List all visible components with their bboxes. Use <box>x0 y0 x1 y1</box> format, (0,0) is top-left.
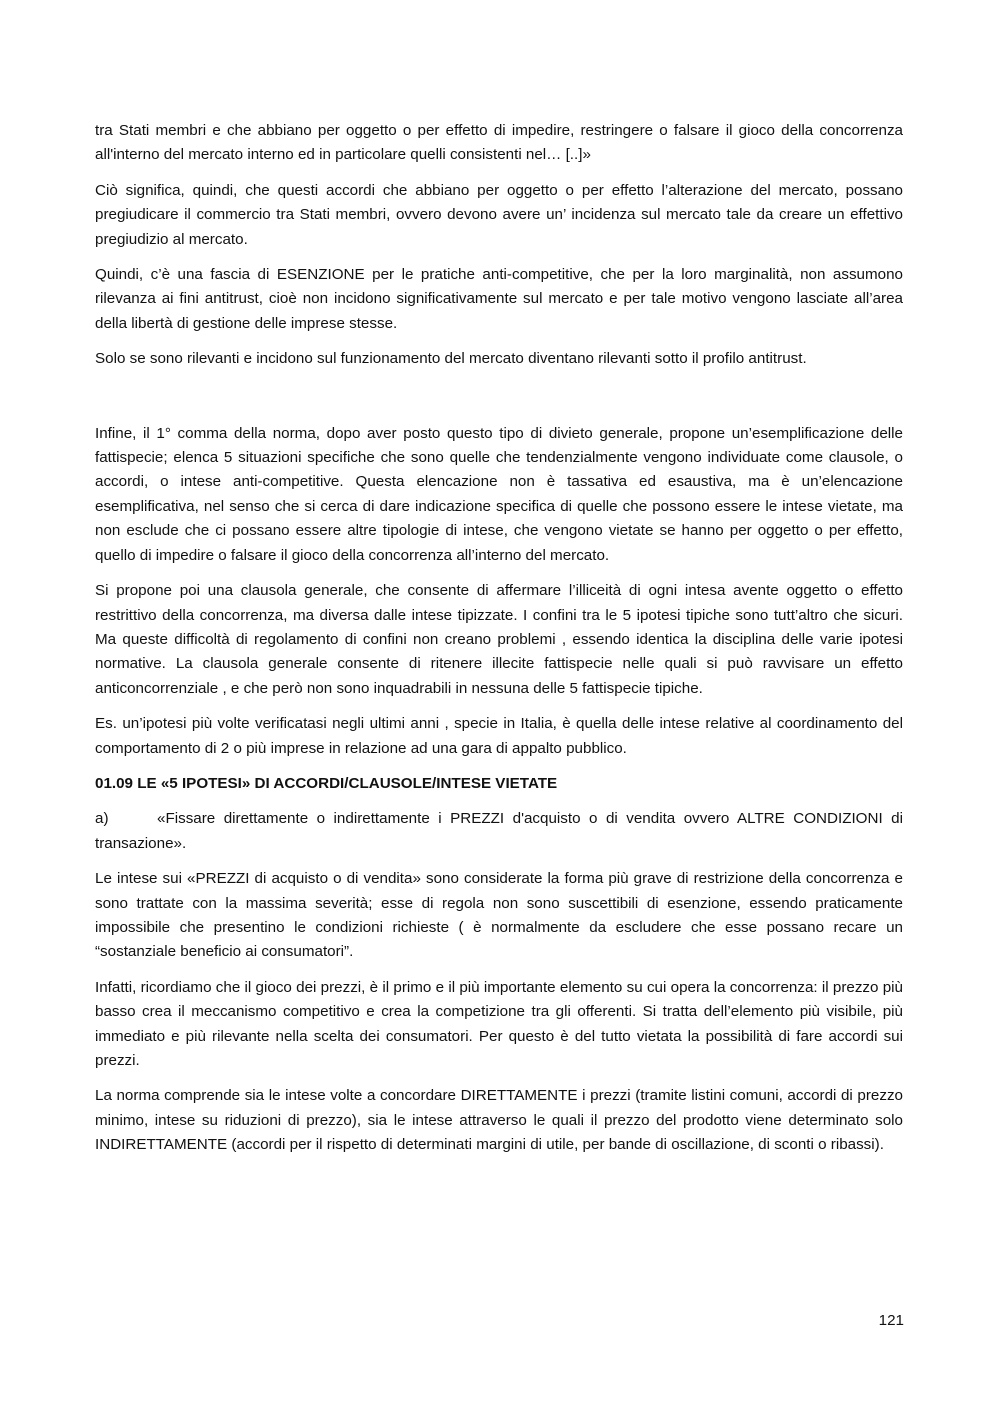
paragraph-8: Le intese sui «PREZZI di acquisto o di vendita» sono considerate la forma più grave di restrizione della concorrenza e sono trattate con la massima severità; esse di regola non sono suscettibili di esenzione, essendo praticamente impossibile che presentino le condizioni richieste ( è normalmente da escludere che esse possano recare un “sostanziale beneficio ai consumatori”. <box>95 870 903 961</box>
paragraph-10: La norma comprende sia le intese volte a concordare DIRETTAMENTE i prezzi (tramite listini comuni, accordi di prezzo minimo, intese su riduzioni di prezzo), sia le intese attraverso le quali il prezzo del prodotto viene determinato solo INDIRETTAMENTE (accordi per il rispetto di determinati margini di utile, per bande di oscillazione, di sconti o ribassi). <box>95 1087 903 1154</box>
list-item-text: «Fissare direttamente o indirettamente i PREZZI d'acquisto o di vendita ovvero ALTRE CONDIZIONI di transazione». <box>95 810 903 852</box>
list-item-a <box>95 807 903 856</box>
paragraph-3: Quindi, c’è una fascia di ESENZIONE per le pratiche anti-competitive, che per la loro marginalità, non assumono rilevanza ai fini antitrust, cioè non incidono significativamente sul mercato e per tale motivo vengono lasciate all’area della libertà di gestione delle imprese stesse. <box>95 266 903 332</box>
paragraph-1: tra Stati membri e che abbiano per oggetto o per effetto di impedire, restringere o falsare il gioco della concorrenza all'interno del mercato interno ed in particolare quelli consistenti nel… [..]» <box>95 122 903 164</box>
paragraph-9: Infatti, ricordiamo che il gioco dei prezzi, è il primo e il più importante elemento su cui opera la concorrenza: il prezzo più basso crea il meccanismo competitivo e crea la competizione tra gli offerenti. Si tratta dell’elemento più visibile, più immediato e più rilevante nella scelta dei consumatori. Per questo è del tutto vietata la possibilità di fare accordi sui prezzi. <box>95 978 903 1069</box>
section-heading: 01.09 LE «5 IPOTESI» DI ACCORDI/CLAUSOLE/INTESE VIETATE <box>95 774 558 792</box>
paragraph-7: Es. un’ipotesi più volte verificatasi negli ultimi anni , specie in Italia, è quella delle intese relative al coordinamento del comportamento di 2 o più imprese in relazione ad una gara di appalto pubblico. <box>95 715 903 757</box>
paragraph-2: Ciò significa, quindi, che questi accordi che abbiano per oggetto o per effetto l’alterazione del mercato, possano pregiudicare il commercio tra Stati membri, ovvero devono avere un’ incidenza sul mercato tale da creare un effettivo pregiudizio al mercato. <box>95 181 903 248</box>
page-number: 121 <box>878 1312 904 1329</box>
blank-line <box>95 383 903 422</box>
list-item-label: a) <box>95 810 109 828</box>
paragraph-5: Infine, il 1° comma della norma, dopo aver posto questo tipo di divieto generale, propone un’esemplificazione delle fattispecie; elenca 5 situazioni specifiche che sono quelle che tendenzialmente vengono individuate come clausole, o accordi, o intese anti-competitive. Questa elencazione non è tassativa ed esaustiva, ma è un’elencazione esemplificativa, nel senso che si cerca di dare indicazione specifica di quelle che possono essere le intese vietate, ma non esclude che ci possano essere altre tipologie di intese, che vengono vietate se hanno per oggetto o per effetto, quello di impedire o falsare il gioco della concorrenza all’interno del mercato. <box>95 424 903 564</box>
page-body <box>95 119 903 1169</box>
paragraph-6: Si propone poi una clausola generale, che consente di affermare l’illiceità di ogni intesa avente oggetto o effetto restrittivo della concorrenza, ma diversa dalle intese tipizzate. I confini tra le 5 ipotesi tipiche sono tutt’altro che sicuri. Ma queste difficoltà di regolamento di confini non creano problemi , essendo identica la disciplina delle varie ipotesi normative. La clausola generale consente di ritenere illecite fattispecie nelle quali si può ravvisare un effetto anticoncorrenziale , e che però non sono inquadrabili in nessuna delle 5 fattispecie tipiche. <box>95 582 903 697</box>
paragraph-4: Solo se sono rilevanti e incidono sul funzionamento del mercato diventano rilevanti sotto il profilo antitrust. <box>95 350 807 368</box>
